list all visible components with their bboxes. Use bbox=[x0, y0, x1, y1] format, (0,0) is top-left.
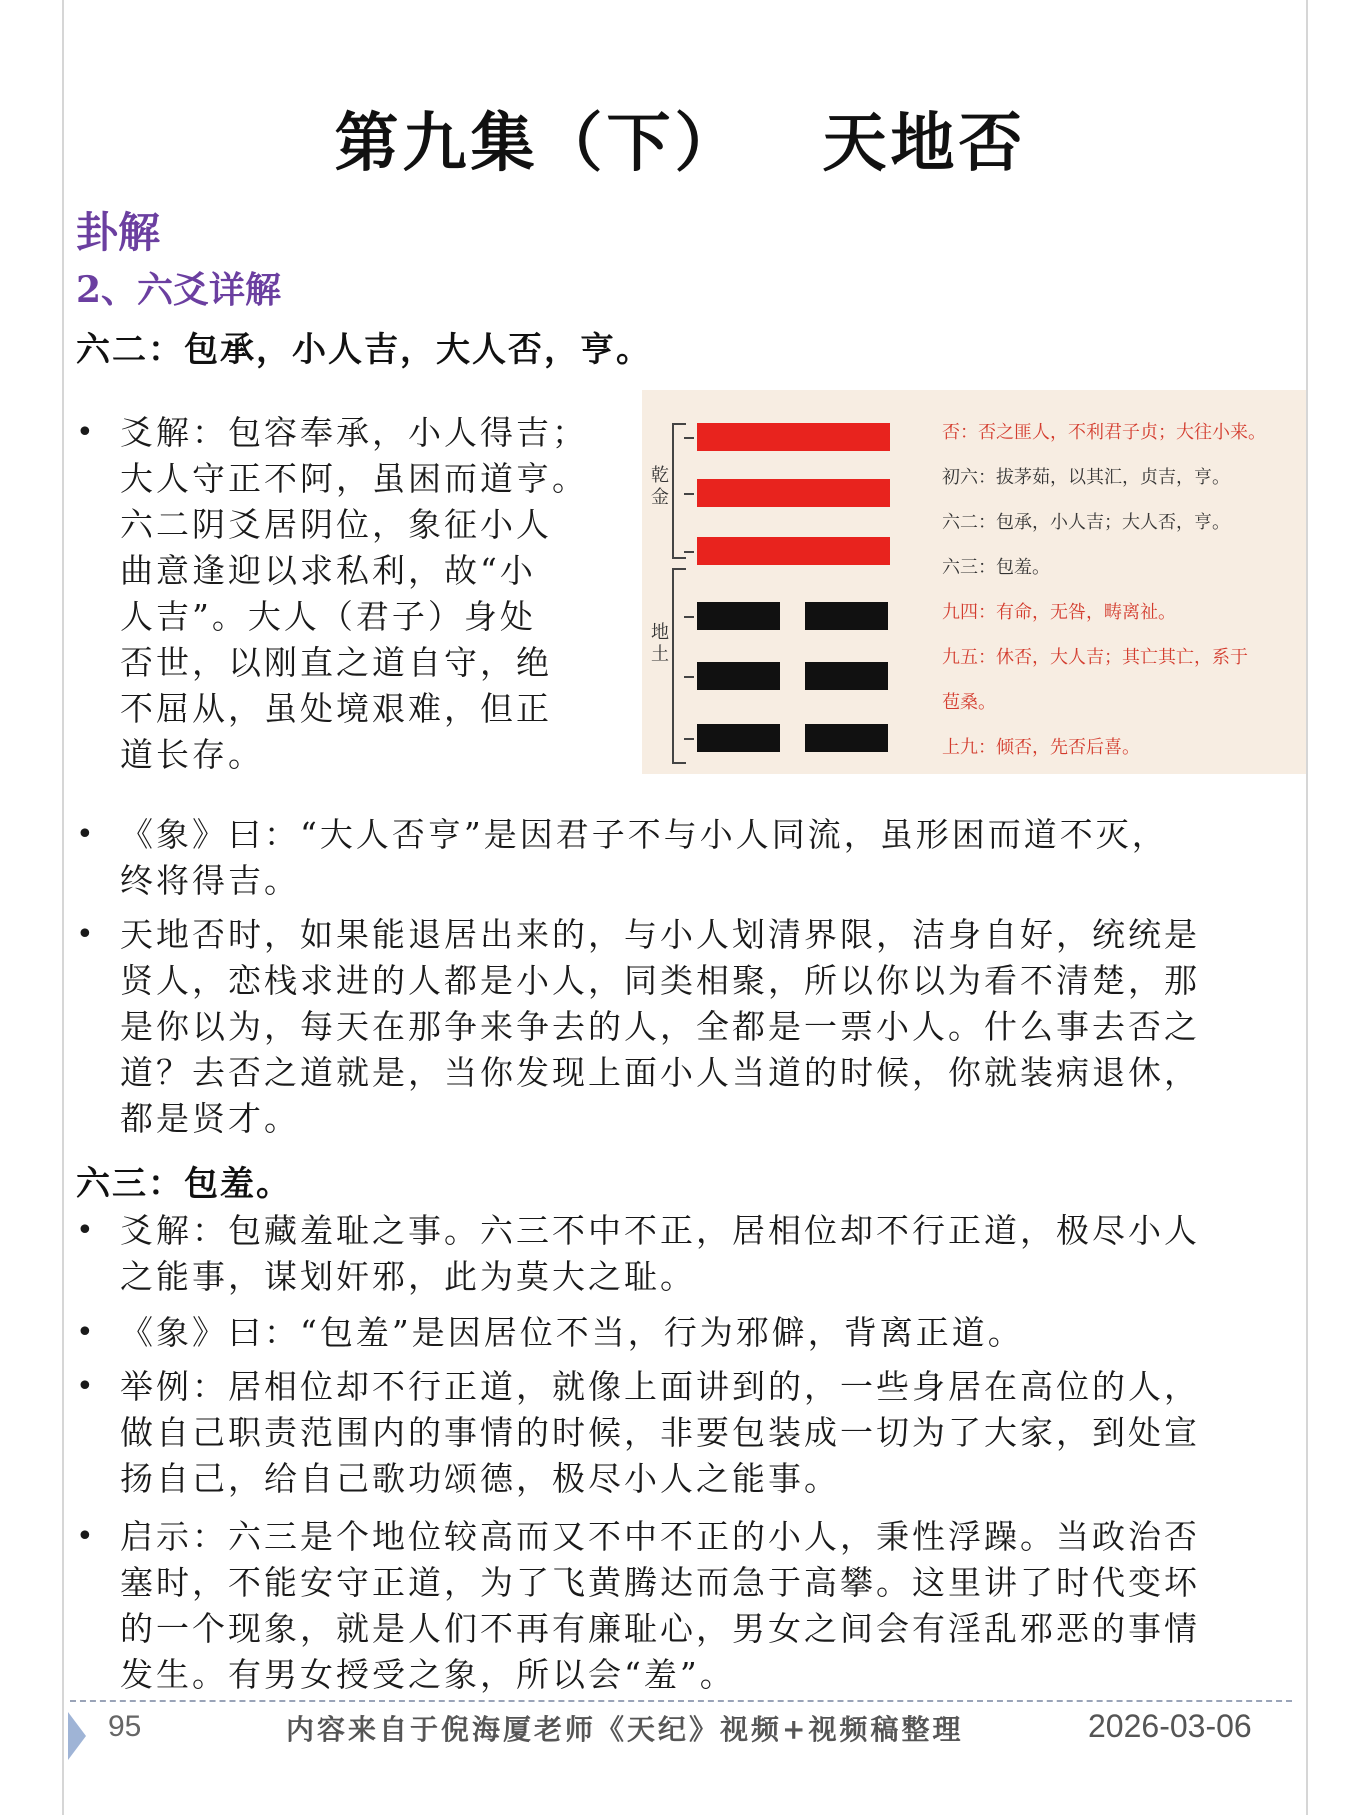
bullet-dot: • bbox=[76, 1369, 97, 1404]
hexagram-note: 初六：拔茅茹，以其汇，贞吉，亨。 bbox=[942, 467, 1230, 488]
text-line: 终将得吉。 bbox=[120, 861, 300, 900]
yao-2-heading: 六二：包承，小人吉，大人否，亨。 bbox=[76, 330, 652, 370]
text-line: 举例：居相位却不行正道，就像上面讲到的，一些身居在高位的人， bbox=[120, 1367, 1200, 1406]
hexagram-diagram bbox=[642, 390, 1306, 774]
footer-divider bbox=[70, 1700, 1292, 1702]
lower-trigram-label: 地土 bbox=[651, 622, 669, 665]
text-line: 做自己职责范围内的事情的时候，非要包装成一切为了大家，到处宣 bbox=[120, 1413, 1200, 1452]
text-line: 是你以为，每天在那争来争去的人，全都是一票小人。什么事去否之 bbox=[120, 1007, 1200, 1046]
hexagram-note: 六三：包羞。 bbox=[942, 557, 1050, 578]
bullet-dot: • bbox=[76, 917, 97, 952]
yao-3-bullet-4 bbox=[76, 1514, 1200, 1698]
text-line: 天地否时，如果能退居出来的，与小人划清界限，洁身自好，统统是 bbox=[120, 915, 1200, 954]
footer-arrow-icon bbox=[68, 1712, 86, 1760]
hexagram-note: 否：否之匪人，不利君子贞；大往小来。 bbox=[942, 422, 1266, 443]
hexagram-note: 六二：包承，小人吉；大人否，亨。 bbox=[942, 512, 1230, 533]
text-line: 启示：六三是个地位较高而又不中不正的小人，秉性浮躁。当政治否 bbox=[120, 1517, 1200, 1556]
yin-line-right bbox=[805, 724, 888, 752]
page-number: 95 bbox=[108, 1710, 142, 1743]
text-line: 爻解：包藏羞耻之事。六三不中不正，居相位却不行正道，极尽小人 bbox=[120, 1211, 1200, 1250]
text-line: 道？去否之道就是，当你发现上面小人当道的时候，你就装病退休， bbox=[120, 1053, 1200, 1092]
text-line: 人吉”。大人（君子）身处 bbox=[120, 597, 536, 636]
text-line: 之能事，谋划奸邪，此为莫大之耻。 bbox=[120, 1257, 696, 1296]
bullet-dot: • bbox=[76, 415, 97, 450]
text-line: 塞时，不能安守正道，为了飞黄腾达而急于高攀。这里讲了时代变坏 bbox=[120, 1563, 1200, 1602]
text-line: 《象》曰：“大人否亨”是因君子不与小人同流，虽形困而道不灭， bbox=[120, 815, 1168, 854]
text-line: 发生。有男女授受之象，所以会“羞”。 bbox=[120, 1655, 736, 1694]
text-line: 的一个现象，就是人们不再有廉耻心，男女之间会有淫乱邪恶的事情 bbox=[120, 1609, 1200, 1648]
yin-line-left bbox=[697, 724, 780, 752]
hexagram-note: 上九：倾否，先否后喜。 bbox=[942, 737, 1140, 758]
text-line: 扬自己，给自己歌功颂德，极尽小人之能事。 bbox=[120, 1459, 840, 1498]
title-episode: 第九集（下） bbox=[334, 106, 743, 181]
hexagram-note: 九五：休否，大人吉；其亡其亡，系于 bbox=[942, 647, 1248, 668]
hexagram-note: 九四：有命，无咎，畴离祉。 bbox=[942, 602, 1176, 623]
text-line: 贤人，恋栈求进的人都是小人，同类相聚，所以你以为看不清楚，那 bbox=[120, 961, 1200, 1000]
text-line: 否世，以刚直之道自守，绝 bbox=[120, 643, 552, 682]
yao-3-heading: 六三：包羞。 bbox=[76, 1164, 292, 1204]
yin-line-right bbox=[805, 662, 888, 690]
section-title: 卦解 bbox=[76, 208, 161, 257]
yin-line-left bbox=[697, 602, 780, 630]
lower-trigram-bracket bbox=[672, 568, 686, 764]
text-line: 不屈从，虽处境艰难，但正 bbox=[120, 689, 552, 728]
yin-line-right bbox=[805, 602, 888, 630]
text-line: 爻解：包容奉承，小人得吉； bbox=[120, 413, 588, 452]
yang-line bbox=[697, 479, 890, 507]
text-line: 道长存。 bbox=[120, 735, 264, 774]
yao-2-bullet-3 bbox=[76, 912, 1200, 1142]
footer-source: 内容来自于倪海厦老师《天纪》视频+视频稿整理 bbox=[286, 1713, 964, 1746]
upper-trigram-label: 乾金 bbox=[651, 465, 669, 508]
bullet-dot: • bbox=[76, 1213, 97, 1248]
yao-2-bullet-1 bbox=[76, 410, 588, 778]
yao-3-bullet-1 bbox=[76, 1208, 1200, 1300]
text-line: 大人守正不阿，虽困而道亨。 bbox=[120, 459, 588, 498]
yin-line-left bbox=[697, 662, 780, 690]
text-line: 《象》曰：“包羞”是因居位不当，行为邪僻，背离正道。 bbox=[120, 1313, 1024, 1352]
text-line: 六二阴爻居阴位，象征小人 bbox=[120, 505, 552, 544]
yang-line bbox=[697, 423, 890, 451]
yao-3-bullet-3 bbox=[76, 1364, 1200, 1502]
upper-trigram-bracket bbox=[672, 423, 686, 559]
yao-2-bullet-2 bbox=[76, 812, 1168, 904]
bullet-dot: • bbox=[76, 817, 97, 852]
text-line: 曲意逢迎以求私利，故“小 bbox=[120, 551, 536, 590]
bullet-dot: • bbox=[76, 1315, 97, 1350]
hexagram-note: 苞桑。 bbox=[942, 692, 996, 713]
yang-line bbox=[697, 537, 890, 565]
page-title bbox=[0, 92, 1361, 184]
text-line: 都是贤才。 bbox=[120, 1099, 300, 1138]
yao-3-bullet-2 bbox=[76, 1310, 1024, 1356]
sub-title: 2、六爻详解 bbox=[76, 269, 282, 311]
title-hexagram: 天地否 bbox=[822, 106, 1027, 181]
bullet-dot: • bbox=[76, 1519, 97, 1554]
footer-date: 2026-03-06 bbox=[1088, 1708, 1252, 1744]
